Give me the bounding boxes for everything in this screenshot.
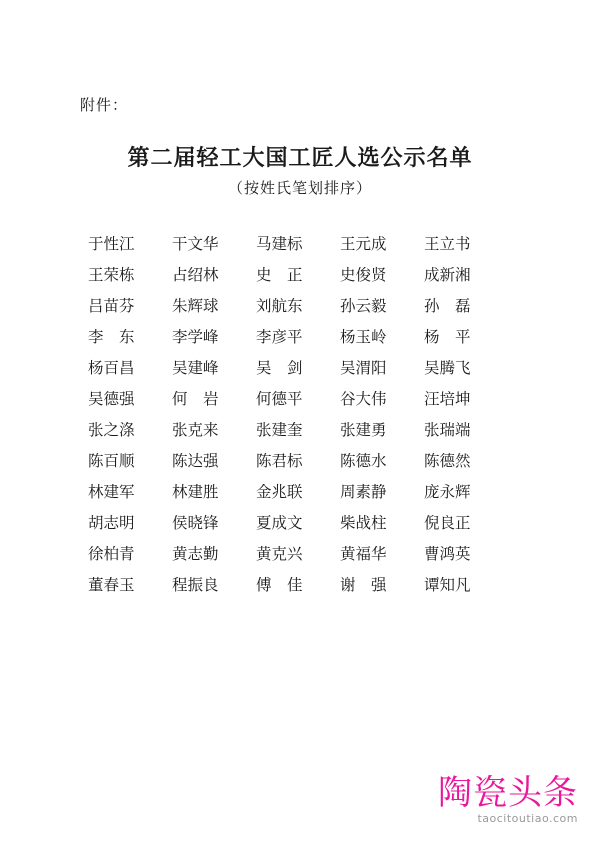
name-item: 黄志勤 <box>172 545 219 563</box>
name-item: 干文华 <box>172 235 219 253</box>
name-item: 陈德然 <box>424 452 471 470</box>
name-item: 胡志明 <box>88 514 135 532</box>
name-item: 杨玉岭 <box>340 328 387 346</box>
name-item: 张之涤 <box>88 421 135 439</box>
name-item: 张克来 <box>172 421 219 439</box>
name-item: 吴 剑 <box>256 359 303 377</box>
name-item: 傅 佳 <box>256 576 303 594</box>
name-item: 谷大伟 <box>340 390 387 408</box>
name-item: 谭知凡 <box>424 576 471 594</box>
name-item: 张瑞端 <box>424 421 471 439</box>
name-item: 杨百昌 <box>88 359 135 377</box>
name-item: 吴渭阳 <box>340 359 387 377</box>
name-item: 黄克兴 <box>256 545 303 563</box>
name-item: 夏成文 <box>256 514 303 532</box>
name-item: 董春玉 <box>88 576 135 594</box>
name-item: 占绍林 <box>172 266 219 284</box>
name-list <box>88 233 508 605</box>
name-item: 何德平 <box>256 390 303 408</box>
name-item: 孙云毅 <box>340 297 387 315</box>
name-item: 黄福华 <box>340 545 387 563</box>
name-item: 曹鸿英 <box>424 545 471 563</box>
name-item: 徐柏青 <box>88 545 135 563</box>
name-item: 陈百顺 <box>88 452 135 470</box>
name-item: 史 正 <box>256 266 303 284</box>
name-item: 李学峰 <box>172 328 219 346</box>
name-item: 林建军 <box>88 483 135 501</box>
name-item: 王元成 <box>340 235 387 253</box>
name-item: 陈君标 <box>256 452 303 470</box>
name-item: 何 岩 <box>172 390 219 408</box>
name-item: 吕苗芬 <box>88 297 135 315</box>
name-item: 金兆联 <box>256 483 303 501</box>
name-item: 李彦平 <box>256 328 303 346</box>
name-item: 于性江 <box>88 235 135 253</box>
name-item: 刘航东 <box>256 297 303 315</box>
watermark-logo <box>438 774 578 825</box>
name-item: 张建奎 <box>256 421 303 439</box>
name-item: 倪良正 <box>424 514 471 532</box>
name-item: 吴德强 <box>88 390 135 408</box>
attachment-label: 附件： <box>80 96 129 114</box>
name-item: 吴建峰 <box>172 359 219 377</box>
name-item: 朱辉球 <box>172 297 219 315</box>
name-item: 庞永辉 <box>424 483 471 501</box>
name-item: 孙 磊 <box>424 297 471 315</box>
name-item: 李 东 <box>88 328 135 346</box>
name-item: 林建胜 <box>172 483 219 501</box>
name-item: 程振良 <box>172 576 219 594</box>
document-subtitle: （按姓氏笔划排序） <box>227 179 372 197</box>
name-item: 张建勇 <box>340 421 387 439</box>
name-item: 史俊贤 <box>340 266 387 284</box>
name-item: 侯晓锋 <box>172 514 219 532</box>
name-item: 谢 强 <box>340 576 387 594</box>
name-item: 陈达强 <box>172 452 219 470</box>
watermark-url: taocitoutiao.com <box>477 812 578 825</box>
name-item: 王荣栋 <box>88 266 135 284</box>
name-item: 杨 平 <box>424 328 471 346</box>
document-title: 第二届轻工大国工匠人选公示名单 <box>127 146 473 171</box>
name-item: 成新湘 <box>424 266 471 284</box>
name-item: 柴战柱 <box>340 514 387 532</box>
name-item: 马建标 <box>256 235 303 253</box>
name-item: 周素静 <box>340 483 387 501</box>
name-item: 王立书 <box>424 235 471 253</box>
watermark-brand: 陶瓷头条 <box>438 773 578 813</box>
name-item: 陈德水 <box>340 452 387 470</box>
name-item: 汪培坤 <box>424 390 471 408</box>
name-item: 吴腾飞 <box>424 359 471 377</box>
